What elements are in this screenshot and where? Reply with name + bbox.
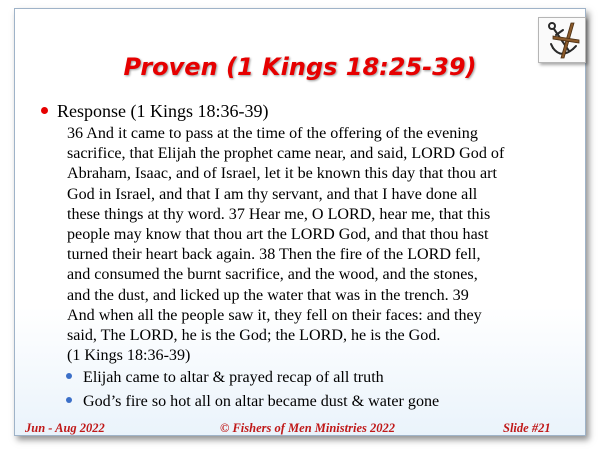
- scripture-line: said, The LORD, he is the God; the LORD, he is the God.: [67, 327, 441, 345]
- scripture-line: and the dust, and licked up the water that was in the trench. 39: [67, 286, 469, 304]
- sub-bullet-fire: [66, 393, 439, 411]
- sub-bullet-dot-icon: [66, 373, 72, 379]
- scripture-line: (1 Kings 18:36-39): [67, 347, 191, 365]
- slide-title: Proven (1 Kings 18:25-39): [123, 53, 477, 81]
- scripture-line: these things at thy word. 37 Hear me, O LORD, hear me, that this: [67, 205, 491, 223]
- bullet-response: [41, 101, 268, 122]
- sub-bullet-dot-icon: [66, 397, 72, 403]
- scripture-line: And when all the people saw it, they fell on their faces: and they: [67, 306, 482, 324]
- scripture-line: 36 And it came to pass at the time of the offering of the evening: [67, 125, 478, 142]
- bullet-label: Response (1 Kings 18:36-39): [57, 101, 269, 121]
- scripture-line: sacrifice, that Elijah the prophet came near, and said, LORD God of: [67, 145, 505, 163]
- scripture-line: and consumed the burnt sacrifice, and the wood, and the stones,: [67, 266, 478, 284]
- sub-bullet-label: Elijah came to altar & prayed recap of all truth: [83, 369, 384, 386]
- footer-slide-number: Slide #21: [503, 421, 551, 435]
- footer-copyright: © Fishers of Men Ministries 2022: [220, 421, 395, 435]
- scripture-line: turned their heart back again. 38 Then the fire of the LORD fell,: [67, 246, 481, 264]
- scripture-text: [67, 124, 592, 366]
- scripture-line: Abraham, Isaac, and of Israel, let it be known this day that thou art: [67, 165, 497, 183]
- scripture-line: people may know that thou art the LORD God, and that thou hast: [67, 226, 489, 244]
- sub-bullet-label: God’s fire so hot all on altar became dust & water gone: [83, 393, 440, 410]
- bullet-dot-icon: [41, 107, 48, 114]
- sub-bullet-elijah: [66, 369, 384, 387]
- footer-date: Jun - Aug 2022: [25, 421, 105, 435]
- scripture-line: God in Israel, and that I am thy servant, and that I have done all: [67, 185, 478, 203]
- slide: [14, 8, 586, 436]
